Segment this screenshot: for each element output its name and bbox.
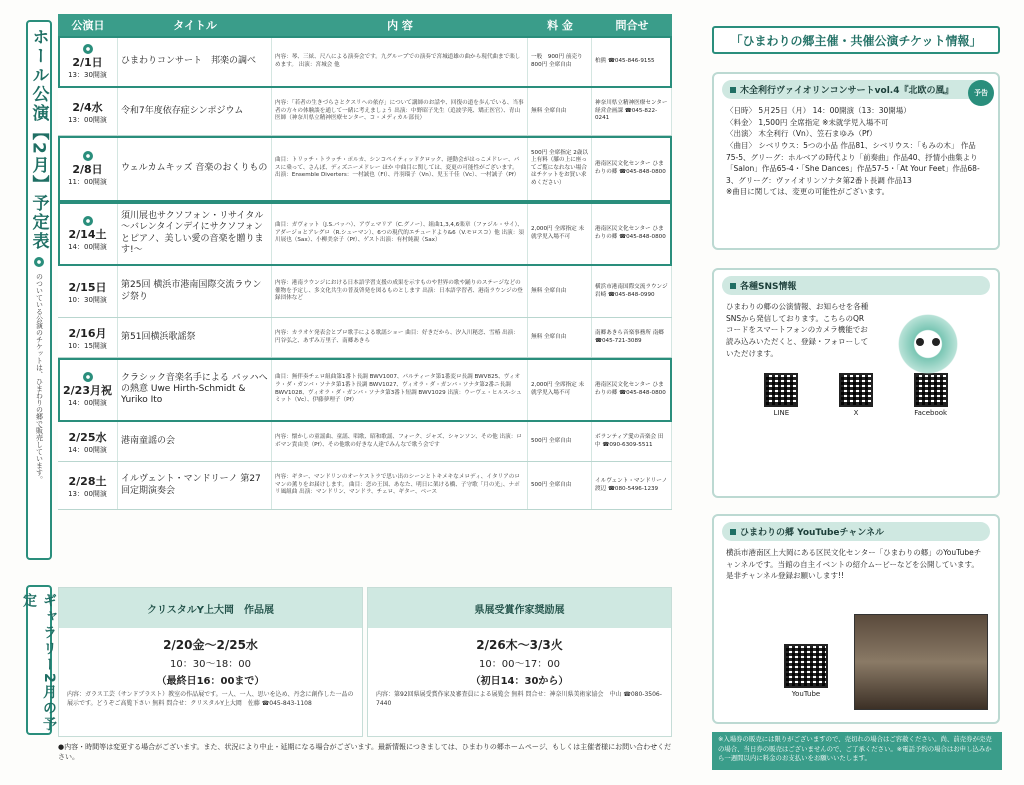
qr-code-icon (784, 644, 828, 688)
header-body: 内 容 (387, 19, 413, 32)
concert-line: ※曲目に関しては、変更の可能性がございます。 (726, 187, 890, 197)
row-price-cell: 500円 全席指定 2歳以上有料（膝の上に座ってご覧になれない場合はチケットをお買い求めください） (528, 136, 592, 201)
row-price-cell: 無料 全席自由 (528, 318, 592, 357)
row-body-cell: 内容：ギター、マンドリンのオーケストラで思い出のシーンとトキメキなメロディ、イタリアのロマンの薫りをお届けします。 曲目：恋の王国、あなた、明日に架ける橋、子守歌「月の光」、ナポリ風組曲 出演：マンドリン、マンドラ、チェロ、ギター、ベース (272, 462, 528, 509)
sunflower-mascot-icon (894, 310, 962, 378)
qr-code-icon (839, 373, 873, 407)
concert-hall-photo (854, 614, 988, 710)
header-date: 公演日 (71, 19, 105, 32)
table-row (58, 462, 672, 510)
row-contact-cell: 南郷あきら音楽事務所 南郷 ☎045-721-3089 (592, 318, 672, 357)
gallery-dates: 2/20金〜2/25水 (163, 638, 258, 652)
concert-details (714, 105, 998, 198)
row-price-cell: 500円 全席自由 (528, 462, 592, 509)
row-time: 14：00開演 (68, 242, 107, 251)
row-date-cell (58, 266, 118, 317)
square-bullet-icon (730, 87, 736, 93)
qr-label: LINE (773, 409, 790, 418)
gallery-last-day: （最終日16：00まで） (156, 676, 265, 687)
row-body-cell: 曲目：トリッチ・トラッチ・ポルカ、シンコペイティッドクロック、運動会がはっこメドレー、パスに乗って、さんぽ、ディズニーメドレー ほか 中曲目に関しては、変更の可能性がございます。 出演：Ensemble Diverters：一村誠也（Fl）、丹羽瑠子（Vn）、児玉千佳（Vc）、一村誠子（Pf） (272, 136, 528, 201)
row-date: 2/25水 (68, 430, 107, 444)
row-price-cell: 2,000円 全席指定 未就学児入場不可 (528, 358, 592, 421)
qr-label: Facebook (914, 409, 948, 418)
row-date-cell (58, 422, 118, 461)
sunflower-icon (83, 372, 93, 382)
row-title-cell: 令和7年度依存症シンポジウム (118, 88, 272, 135)
x-qr[interactable] (839, 373, 873, 417)
youtube-text: 横浜市港南区上大岡にある区民文化センター「ひまわりの郷」のYouTubeチャンネルです。当館の自主イベントの紹介ムービーなどを公開しています。是非チャンネル登録お願いします!! (726, 548, 982, 581)
row-contact-cell: 柏熊 ☎045-846-9155 (592, 36, 672, 87)
table-body (58, 36, 672, 510)
gallery-item (58, 587, 363, 737)
youtube-heading (722, 522, 990, 541)
sns-text: ひまわりの郷の公演情報、お知らせを各種SNSから発信しております。こちらのQRコードをスマートフォンのカメラ機能でお読み込みいただくと、登録・フォローしていただけます。 (726, 302, 869, 358)
qr-label: YouTube (791, 690, 821, 698)
row-date: 2/16月 (68, 326, 107, 340)
row-date-cell (58, 136, 118, 201)
youtube-title: ひまわりの郷 YouTubeチャンネル (740, 528, 884, 538)
youtube-card (712, 514, 1000, 724)
row-date-cell (58, 462, 118, 509)
sunflower-icon (83, 151, 93, 161)
row-date: 2/4水 (72, 100, 103, 114)
row-body-cell: 内容：琴、三絃、尺八による演奏会です。九グループでの演奏で宮城道雄の曲から現代曲まで楽しめます。 出演：宮城会 他 (272, 36, 528, 87)
row-time: 13：00開演 (68, 489, 107, 498)
gallery-schedule-banner (21, 585, 57, 735)
row-time: 13：30開演 (68, 70, 107, 79)
gallery-item (367, 587, 672, 737)
row-contact-cell: 港南区民文化センター ひまわりの郷 ☎045-848-0800 (592, 136, 672, 201)
row-date-cell (58, 202, 118, 265)
row-date: 2/15日 (68, 280, 107, 294)
table-header (58, 14, 672, 36)
header-price: 料 金 (547, 19, 573, 32)
row-price-cell: 500円 全席自由 (528, 422, 592, 461)
table-row (58, 266, 672, 318)
row-contact-cell: 横浜市港南国際交流ラウンジ 岩崎 ☎045-848-0990 (592, 266, 672, 317)
hall-schedule-title: ホール公演【2月】予定表 (28, 28, 49, 251)
row-date: 2/14土 (68, 227, 107, 241)
row-date-cell (58, 318, 118, 357)
youtube-qr[interactable] (784, 644, 828, 698)
row-contact-cell: 港南区民文化センター ひまわりの郷 ☎045-848-0800 (592, 202, 672, 265)
row-time: 11：00開演 (68, 177, 107, 186)
concert-line: 〈曲目〉 シベリウス：5つの小品 作品81、シベリウス：「もみの木」 作品75-5、グリーグ：ホルベアの時代より「前奏曲」作品40、抒情小曲集より「Salon」作品65-4・「She Dances」作品57-5・「At Your Feet」作品68-3、グリーグ：ヴァイオリンソナタ第2番ト長調 作品13 (726, 140, 980, 185)
table-row (58, 136, 672, 202)
qr-code-icon (914, 373, 948, 407)
gallery-hours: 10：30〜18：00 (170, 659, 251, 670)
row-body-cell: 内容：「若者の生きづらさとクスリへの依存」について講師のお話や、回復の道を歩んでいる、当事者の方々の体験談を通して一緒に考えましょう 出演：中野昭子先生（追波学苑、矯正医官）、青山医師（神奈川県立精神医療センター、コ・メディカル部長） (272, 88, 528, 135)
row-time: 14：00開演 (68, 398, 107, 407)
qr-code-icon (764, 373, 798, 407)
gallery-text: 内容：ガラス工芸（サンドブラスト）教室の作品展です。一人、一人、思いを込め、丹念に創作した一品の展示です。どうぞご高覧下さい 無料 問合せ：クリスタルY上大岡 佐藤 ☎045-843-1108 (67, 691, 354, 707)
row-title-cell: 港南童謡の会 (118, 422, 272, 461)
qr-label: X (853, 409, 859, 418)
gallery-first-day: （初日14：30から） (470, 676, 569, 687)
line-qr[interactable] (764, 373, 798, 417)
preview-badge: 予告 (968, 80, 994, 106)
concert-line: 〈日時〉 5月25日（月） 14：00開演（13：30開場） (726, 106, 911, 115)
row-title-cell: 須川展也サクソフォン・リサイタル 〜バレンタインデイにサクソフォンとピアノ、美しい愛の音楽を贈ります!〜 (118, 202, 272, 265)
hall-ticket-note: のついている公演のチケットは、ひまわりの郷で販売しています。 (35, 272, 44, 483)
row-price-cell: 一般 900円 前売り 800円 全席自由 (528, 36, 592, 87)
row-date-cell (58, 358, 118, 421)
sns-card (712, 268, 1000, 498)
table-row (58, 88, 672, 136)
sns-title: 各種SNS情報 (740, 282, 797, 292)
row-title-cell: 第51回横浜歌謡祭 (118, 318, 272, 357)
sunflower-icon (83, 216, 93, 226)
row-date: 2/1日 (72, 55, 103, 69)
row-body-cell: 内容：懐かしの童謡曲、童謡、唱歌、昭和歌謡、フォーク、ジャズ、シャンソン、その他 出演：ロボマン貴由美（Pf）、その他歌の好きな人達でみんなで歌う会です (272, 422, 528, 461)
gallery-schedule-title: ギャラリー2月の予定 (21, 593, 57, 733)
gallery-name: 県展受賞作家奨励展 (368, 588, 671, 628)
row-title-cell: ウェルカムキッズ 音楽のおくりもの (118, 136, 272, 201)
row-title-cell: 第25回 横浜市港南国際交流ラウンジ祭り (118, 266, 272, 317)
row-price-cell: 無料 全席自由 (528, 266, 592, 317)
table-row (58, 36, 672, 88)
row-price-cell: 2,000円 全席指定 未就学児入場不可 (528, 202, 592, 265)
concert-line: 〈料金〉 1,500円 全席指定 ※未就学児入場不可 (726, 117, 889, 127)
row-contact-cell: 港南区民文化センター ひまわりの郷 ☎045-848-0800 (592, 358, 672, 421)
row-body-cell: 曲目：無伴奏チェロ組曲第1番ト長調 BWV1007、パルティータ第1番変ロ長調 BWV825、ヴィオラ・ダ・ガンバ・ソナタ第1番ト長調 BWV1027、ヴィオラ・ダ・ガンバ・ソナタ第2番ニ長調 BWV1028、ヴィオラ・ダ・ガンバ・ソナタ第3番ト短調 BWV1029 出演：ウーヴェ・ヒルス-シュミット（Vc）、伊藤夢理子（Pf） (272, 358, 528, 421)
row-time: 10：15開演 (68, 341, 107, 350)
row-price-cell: 無料 全席自由 (528, 88, 592, 135)
sns-heading (722, 276, 990, 295)
row-date: 2/8日 (72, 162, 103, 176)
row-date: 2/23月祝 (63, 383, 112, 397)
row-title-cell: ひまわりコンサート 邦楽の調べ (118, 36, 272, 87)
row-body-cell: 曲目：ガヴォット（J.S.バッハ）、アヴェマリア（C.グノー）、組曲1,3,4,6楽章（ファジル・サイ）、アダージョとアレグロ（R.シューマン）、6つの現代的エチュードより&6（V.モロスコ）他 出演：須川展也（Sax）、小柳美奈子（Pf）、ゲスト出演：有村純親（Sax） (272, 202, 528, 265)
gallery-dates: 2/26木〜3/3火 (476, 638, 563, 652)
facebook-qr[interactable] (914, 373, 948, 417)
table-row (58, 358, 672, 422)
row-date: 2/28土 (68, 474, 107, 488)
row-time: 13：00開演 (68, 115, 107, 124)
sunflower-icon (34, 257, 44, 267)
row-title-cell: クラシック音楽名手による バッハへの熱意 Uwe Hirth-Schmidt & Yuriko Ito (118, 358, 272, 421)
concert-card (712, 72, 1000, 250)
ticket-notice: ※入場券の販売には限りがございますので、売切れの場合はご容赦ください。尚、前売券が売売の場合、当日券の販売はございませんので、ご了承ください。※電話予約の場合はお申し込みから一週間以内に料金のお支払いをお願いいたします。 (712, 732, 1002, 770)
footnote: ●内容・時間等は変更する場合がございます。また、状況により中止・延期になる場合がございます。最新情報につきましては、ひまわりの郷ホームページ、もしくは主催者様にお問い合わせください。 (58, 743, 672, 762)
table-row (58, 422, 672, 462)
sunflower-icon (83, 44, 93, 54)
row-contact-cell: ボランティア愛の音楽会 田中 ☎090-6309-5511 (592, 422, 672, 461)
ticket-info-title: 「ひまわりの郷主催・共催公演チケット情報」 (712, 26, 1000, 54)
header-contact: 問合せ (615, 19, 649, 32)
hall-schedule-banner (26, 20, 52, 560)
concert-heading (722, 80, 990, 99)
table-row (58, 318, 672, 358)
hall-schedule-table (58, 14, 672, 510)
gallery-hours: 10：00〜17：00 (479, 659, 560, 670)
row-body-cell: 内容：カラオケ発表会とプロ歌手による歌謡ショー 曲目：好きだから、汐入川秘恋、雪椿 出演：円谷弘之、あずみ万里子、南郷あきら (272, 318, 528, 357)
header-title: タイトル (173, 19, 217, 32)
row-contact-cell: 神奈川県立精神医療センター 経営企画課 ☎045-822-0241 (592, 88, 672, 135)
row-body-cell: 内容：港南ラウンジにおける日本語学習支援の成果を示すものや世界の歌や踊りのステージなどの催物を予定し、多文化共生の普及啓発を図るものとします 出演：日本語学習者、港南ラウンジの登録団体など (272, 266, 528, 317)
row-time: 10：30開演 (68, 295, 107, 304)
concert-line: 〈出演〉 木全利行（Vn）、笠石まゆみ（Pf） (726, 129, 877, 139)
square-bullet-icon (730, 283, 736, 289)
concert-title: 木全利行ヴァイオリンコンサートvol.4『北欧の風』 (740, 86, 954, 96)
gallery-text: 内容：第92回県展受賞作家及審査員による展覧会 無料 問合せ：神奈川県美術家協会 中山 ☎080-3506-7440 (376, 691, 662, 707)
sns-qr-row (714, 373, 998, 417)
row-date-cell (58, 88, 118, 135)
row-date-cell (58, 36, 118, 87)
gallery-section (58, 587, 672, 737)
row-title-cell: イルヴェント・マンドリーノ 第27回定期演奏会 (118, 462, 272, 509)
row-time: 14：00開演 (68, 445, 107, 454)
gallery-name: クリスタルY上大岡 作品展 (59, 588, 362, 628)
table-row (58, 202, 672, 266)
square-bullet-icon (730, 529, 736, 535)
row-contact-cell: イルヴェント・マンドリーノ 渡辺 ☎080-5496-1239 (592, 462, 672, 509)
